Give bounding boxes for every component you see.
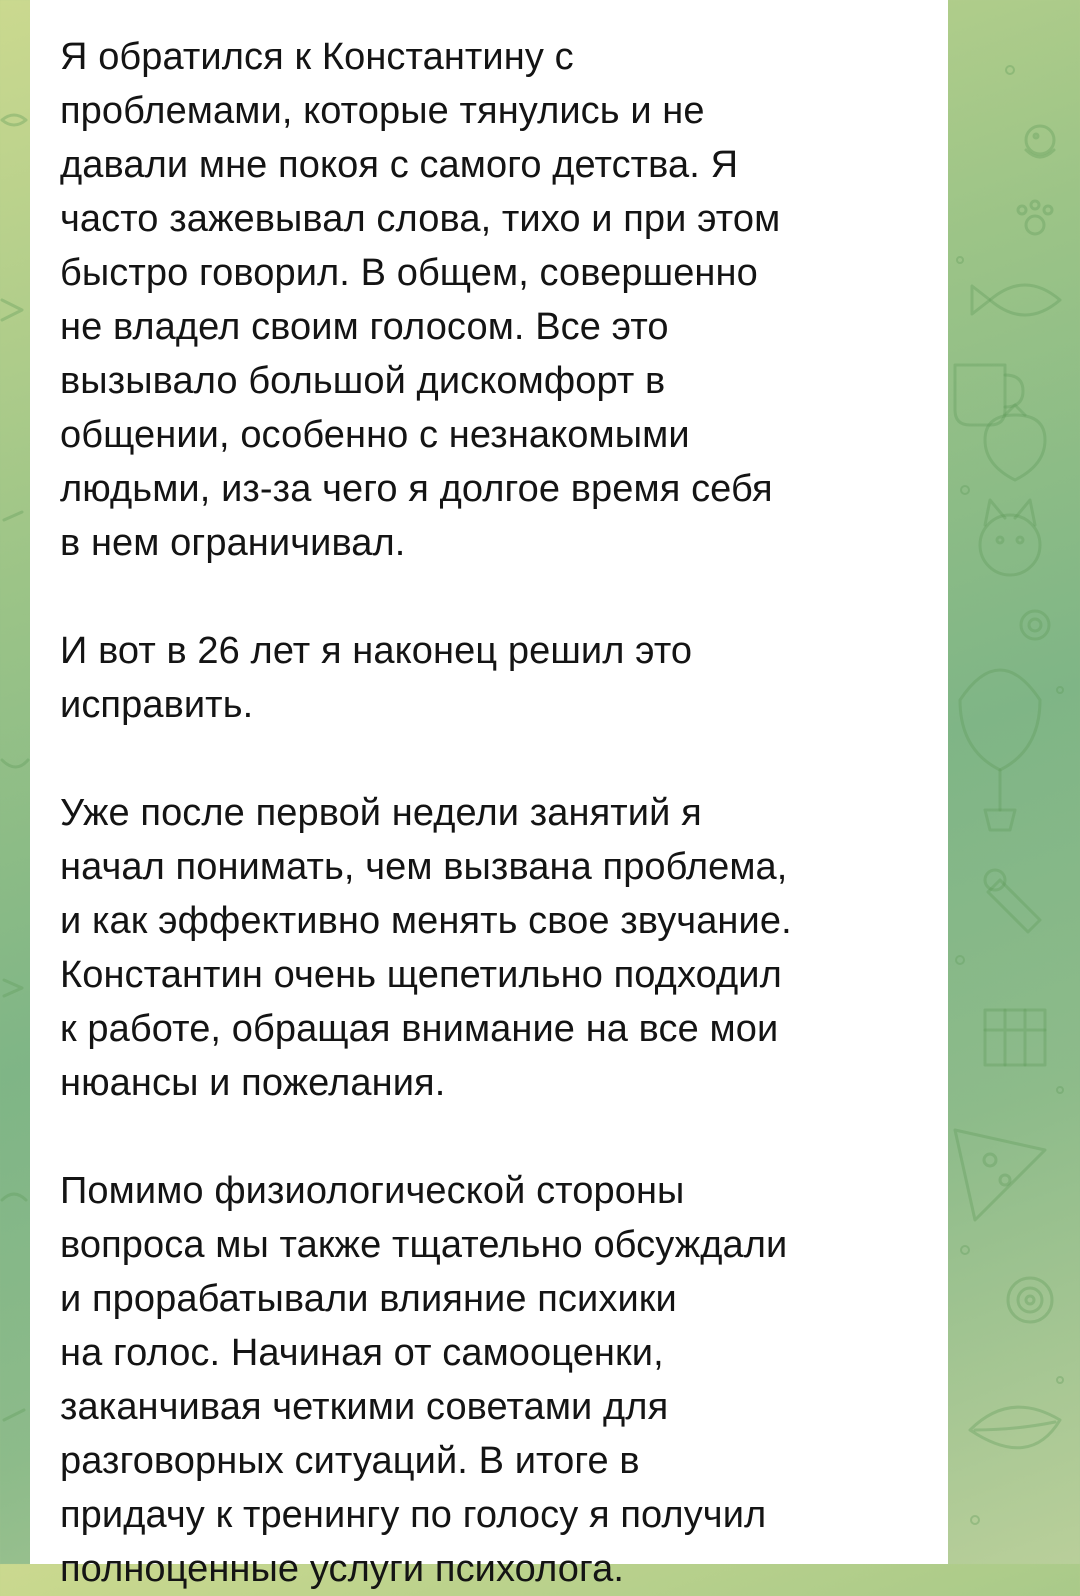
message-paragraph-2: [60, 624, 930, 732]
message-bubble: [30, 0, 948, 1590]
text-line: в нем ограничивал.: [60, 522, 406, 564]
text-line: придачу к тренингу по голосу я получил: [60, 1494, 767, 1536]
doodle-bird-icon: [1026, 126, 1054, 157]
message-text: [60, 30, 930, 1596]
text-line: заканчивая четкими советами для: [60, 1386, 669, 1428]
doodle-leaf-icon: [970, 1407, 1060, 1448]
doodle-fish-icon: [972, 285, 1060, 315]
text-line: вопроса мы также тщательно обсуждали: [60, 1224, 788, 1266]
doodle-candy-icon: [1008, 1278, 1052, 1322]
text-line: И вот в 26 лет я наконец решил это: [60, 630, 693, 672]
text-line: вызывало большой дискомфорт в: [60, 360, 666, 402]
text-line: Уже после первой недели занятий я: [60, 792, 702, 834]
doodle-wave-icon: [2, 115, 28, 1420]
text-line: начал понимать, чем вызвана проблема,: [60, 846, 788, 888]
doodle-strawberry-icon: [985, 405, 1045, 480]
text-line: полноценные услуги психолога.: [60, 1548, 625, 1590]
text-line: общении, особенно с незнакомыми: [60, 414, 690, 456]
text-line: часто зажевывал слова, тихо и при этом: [60, 198, 781, 240]
text-line: на голос. Начиная от самооценки,: [60, 1332, 664, 1374]
doodle-pizza-icon: [955, 1130, 1045, 1220]
doodle-paw-icon: [1018, 201, 1052, 234]
doodle-chocolate-icon: [985, 1010, 1045, 1065]
text-line: Константин очень щепетильно подходил: [60, 954, 782, 996]
text-line: Я обратился к Константину с: [60, 36, 574, 78]
text-line: исправить.: [60, 684, 254, 726]
doodle-cat-icon: [980, 500, 1040, 575]
text-line: нюансы и пожелания.: [60, 1062, 446, 1104]
text-line: быстро говорил. В общем, совершенно: [60, 252, 758, 294]
doodle-swirl-icon: [1021, 611, 1049, 639]
text-line: разговорных ситуаций. В итоге в: [60, 1440, 640, 1482]
text-line: давали мне покоя с самого детства. Я: [60, 144, 739, 186]
doodle-balloon-icon: [960, 670, 1040, 830]
doodle-flashlight-icon: [985, 870, 1040, 932]
message-paragraph-3: [60, 786, 930, 1110]
text-line: не владел своим голосом. Все это: [60, 306, 669, 348]
text-line: людьми, из-за чего я долгое время себя: [60, 468, 773, 510]
text-line: и прорабатывали влияние психики: [60, 1278, 677, 1320]
text-line: Помимо физиологической стороны: [60, 1170, 685, 1212]
message-paragraph-4: [60, 1164, 930, 1596]
message-paragraph-1: [60, 30, 930, 570]
text-line: и как эффективно менять свое звучание.: [60, 900, 792, 942]
text-line: проблемами, которые тянулись и не: [60, 90, 705, 132]
text-line: к работе, обращая внимание на все мои: [60, 1008, 779, 1050]
